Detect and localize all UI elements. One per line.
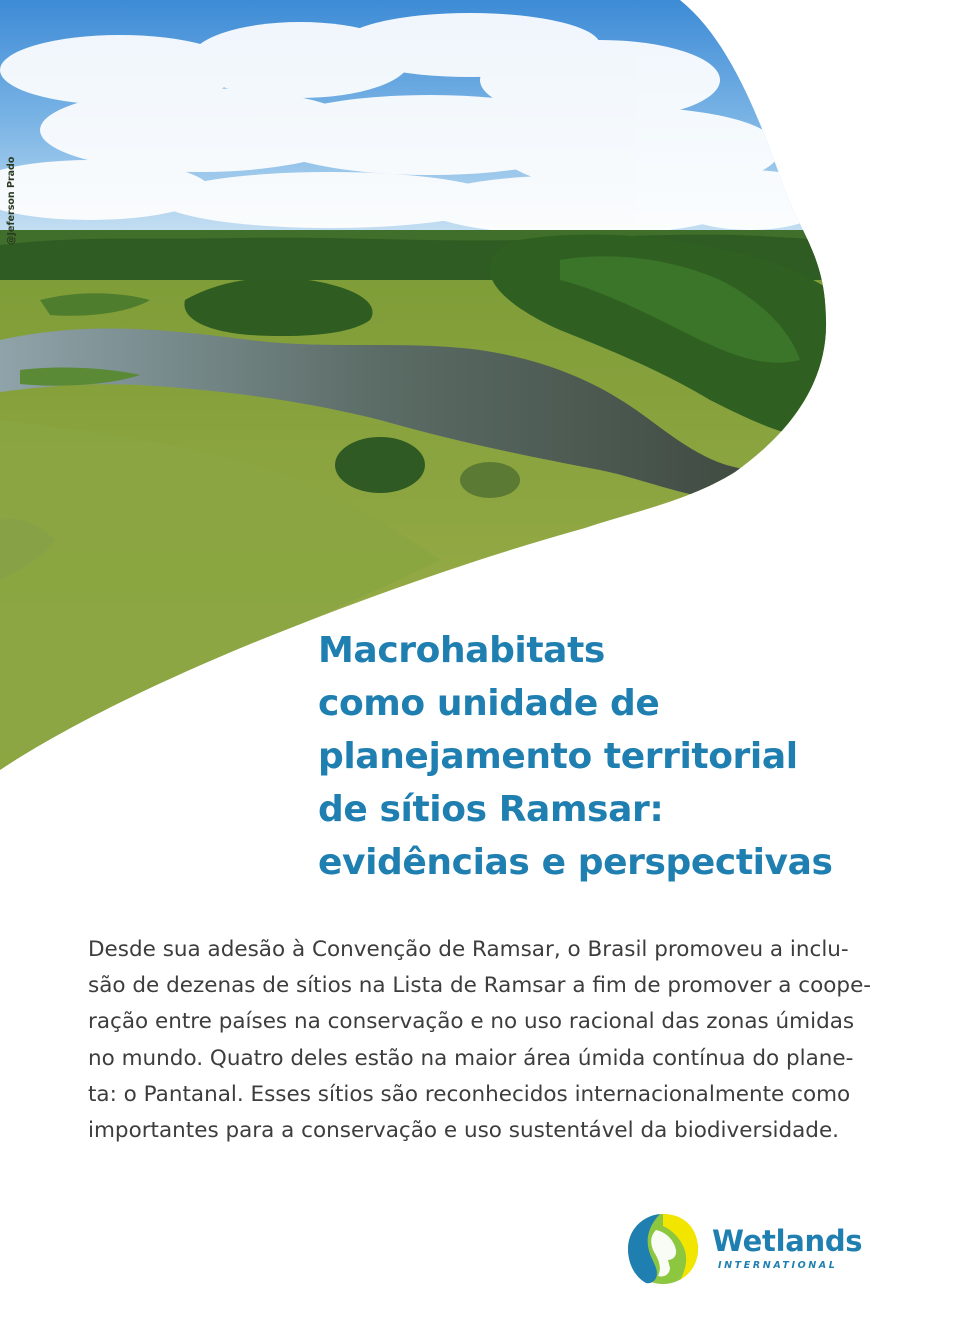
paragraph-line: no mundo. Quatro deles estão na maior área úmida contínua do plane-	[88, 1045, 854, 1071]
paragraph-line: ta: o Pantanal. Esses sítios são reconhecidos internacionalmente como	[88, 1081, 851, 1107]
wetlands-logo	[626, 1210, 866, 1290]
intro-paragraph	[88, 932, 888, 1149]
page-title	[318, 624, 918, 889]
photo-credit: @Jeferson Prado	[6, 156, 17, 245]
wetlands-logo-icon	[626, 1212, 700, 1286]
paragraph-line: são de dezenas de sítios na Lista de Ramsar a fim de promover a coope-	[88, 973, 872, 999]
paragraph-line: Desde sua adesão à Convenção de Ramsar, o Brasil promoveu a inclu-	[88, 937, 849, 962]
title-line: evidências e perspectivas	[318, 842, 833, 883]
paragraph-line: importantes para a conservação e uso sustentável da biodiversidade.	[88, 1118, 840, 1144]
paragraph-line: ração entre países na conservação e no uso racional das zonas úmidas	[88, 1009, 855, 1035]
logo-subtitle: INTERNATIONAL	[718, 1260, 838, 1271]
title-line: Macrohabitats	[318, 630, 605, 671]
title-line: de sítios Ramsar:	[318, 789, 664, 830]
title-line: planejamento territorial	[318, 736, 798, 777]
logo-name: Wetlands	[712, 1224, 863, 1258]
title-line: como unidade de	[318, 683, 660, 724]
